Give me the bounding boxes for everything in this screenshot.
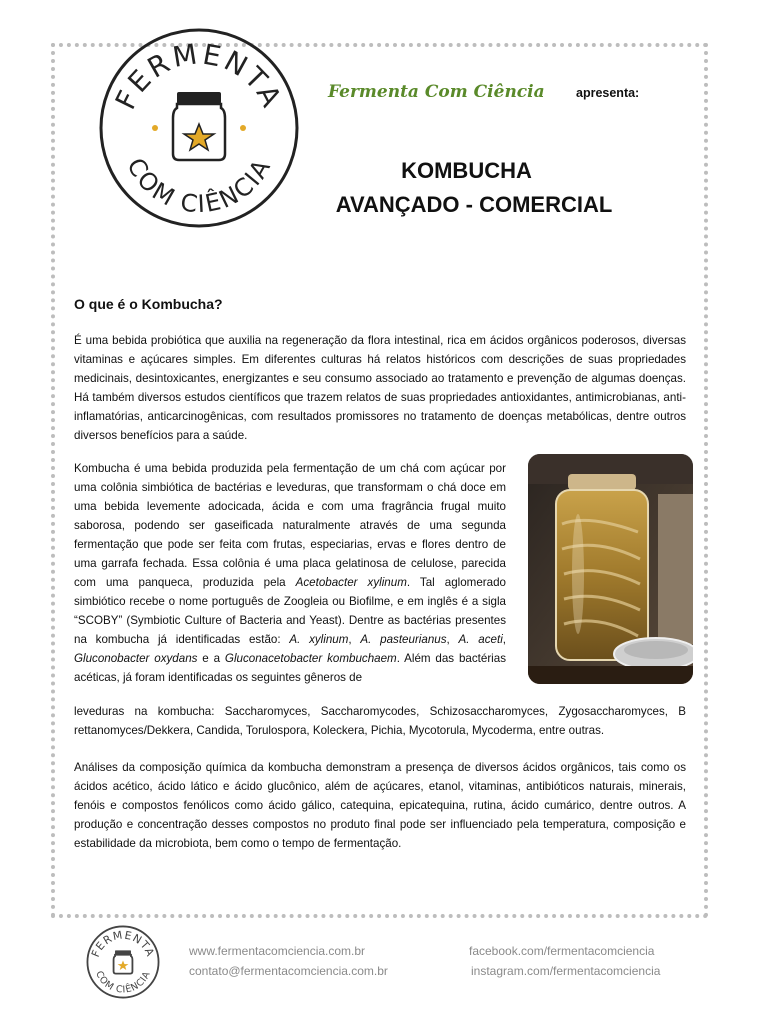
brand-name: Fermenta Com Ciência xyxy=(328,82,545,102)
footer-facebook-link[interactable]: facebook.com/fermentacomciencia xyxy=(469,944,655,958)
title-level: AVANÇADO - COMERCIAL xyxy=(335,192,613,217)
svg-text:FERMENTA: FERMENTA xyxy=(88,928,158,960)
footer-email-link[interactable]: contato@fermentacomciencia.com.br xyxy=(189,964,388,978)
paragraph-intro: É uma bebida probiótica que auxilia na regeneração da flora intestinal, rica em ácidos orgânicos poderosos, diversas vitaminas e açúcares simples. Em diferentes culturas há relatos históricos com descrições de suas propriedades medicinais, desintoxicantes, energizantes e seu consumo associado ao tratamento e prevenção de algumas doenças. Há também diversos estudos científicos que trazem relatos de suas propriedades antioxidantes, antimicrobianas, anti-inflamatórias, anticarcinogênicas, com resultados promissores no tratamento de doenças metabólicas, dentre outros diversos benefícios para a saúde. xyxy=(74,334,686,442)
svg-text:FERMENTA: FERMENTA xyxy=(108,37,290,115)
footer-logo xyxy=(86,925,160,999)
svg-text:COM CIÊNCIA: COM CIÊNCIA xyxy=(121,153,277,219)
title-kombucha: KOMBUCHA xyxy=(401,158,532,183)
paragraph-production: Kombucha é uma bebida produzida pela fermentação de um chá com açúcar por uma colônia simbiótica de bactérias e leveduras, que transformam o chá doce em uma bebida levemente adocicada, ácida e com uma fragrância frugal muito saborosa, podendo ser gaseificada naturalmente através de uma segunda fermentação que pode ser feita com frutas, especiarias, ervas e flores dentro de uma garrafa fechada. Essa colônia é uma placa gelatinosa de celulose, parecida com uma panqueca, produzida pela Acetobacter xylinum. Tal aglomerado simbiótico recebe o nome português de Zoogleia ou Biofilme, e em inglês é a sigla “SCOBY” (Symbiotic Culture of Bacteria and Yeast). Dentre as bactérias presentes na kombucha já identificadas estão: A. xylinum, A. pasteurianus, A. aceti, Gluconobacter oxydans e a Gluconacetobacter kombuchaem. Além das bactérias acéticas, já foram identificadas os seguintes gêneros de xyxy=(74,462,507,684)
footer-instagram-link[interactable]: instagram.com/fermentacomciencia xyxy=(471,964,661,978)
presenta-label: apresenta: xyxy=(576,86,640,100)
fermenta-logo xyxy=(97,26,301,230)
kombucha-jar-photo xyxy=(528,454,693,684)
footer-website-link[interactable]: www.fermentacomciencia.com.br xyxy=(189,944,366,958)
svg-text:COM CIÊNCIA: COM CIÊNCIA xyxy=(93,969,153,996)
paragraph-composition: Análises da composição química da kombucha demonstram a presença de diversos ácidos orgânicos, tais como os ácidos acético, ácido lático e ácido glucônico, além de açúcares, etanol, vitaminas, antibióticos naturais, minerais, fenóis e compostos fenólicos como ácido gálico, catequina, epicatequina, rutina, ácido cumárico, dentre outros. A produção e concentração desses compostos no produto final pode ser influenciado pela temperatura, composição e estabilidade da microbiota, bem como o tempo de fermentação. xyxy=(74,761,686,850)
section-heading: O que é o Kombucha? xyxy=(74,296,223,312)
paragraph-yeasts: leveduras na kombucha: Saccharomyces, Saccharomycodes, Schizosaccharomyces, Zygosaccharomyces, B rettanomyces/Dekkera, Candida, Torulospora, Koleckera, Pichia, Mycotorula, Mycoderma, entre outras. xyxy=(74,705,686,737)
